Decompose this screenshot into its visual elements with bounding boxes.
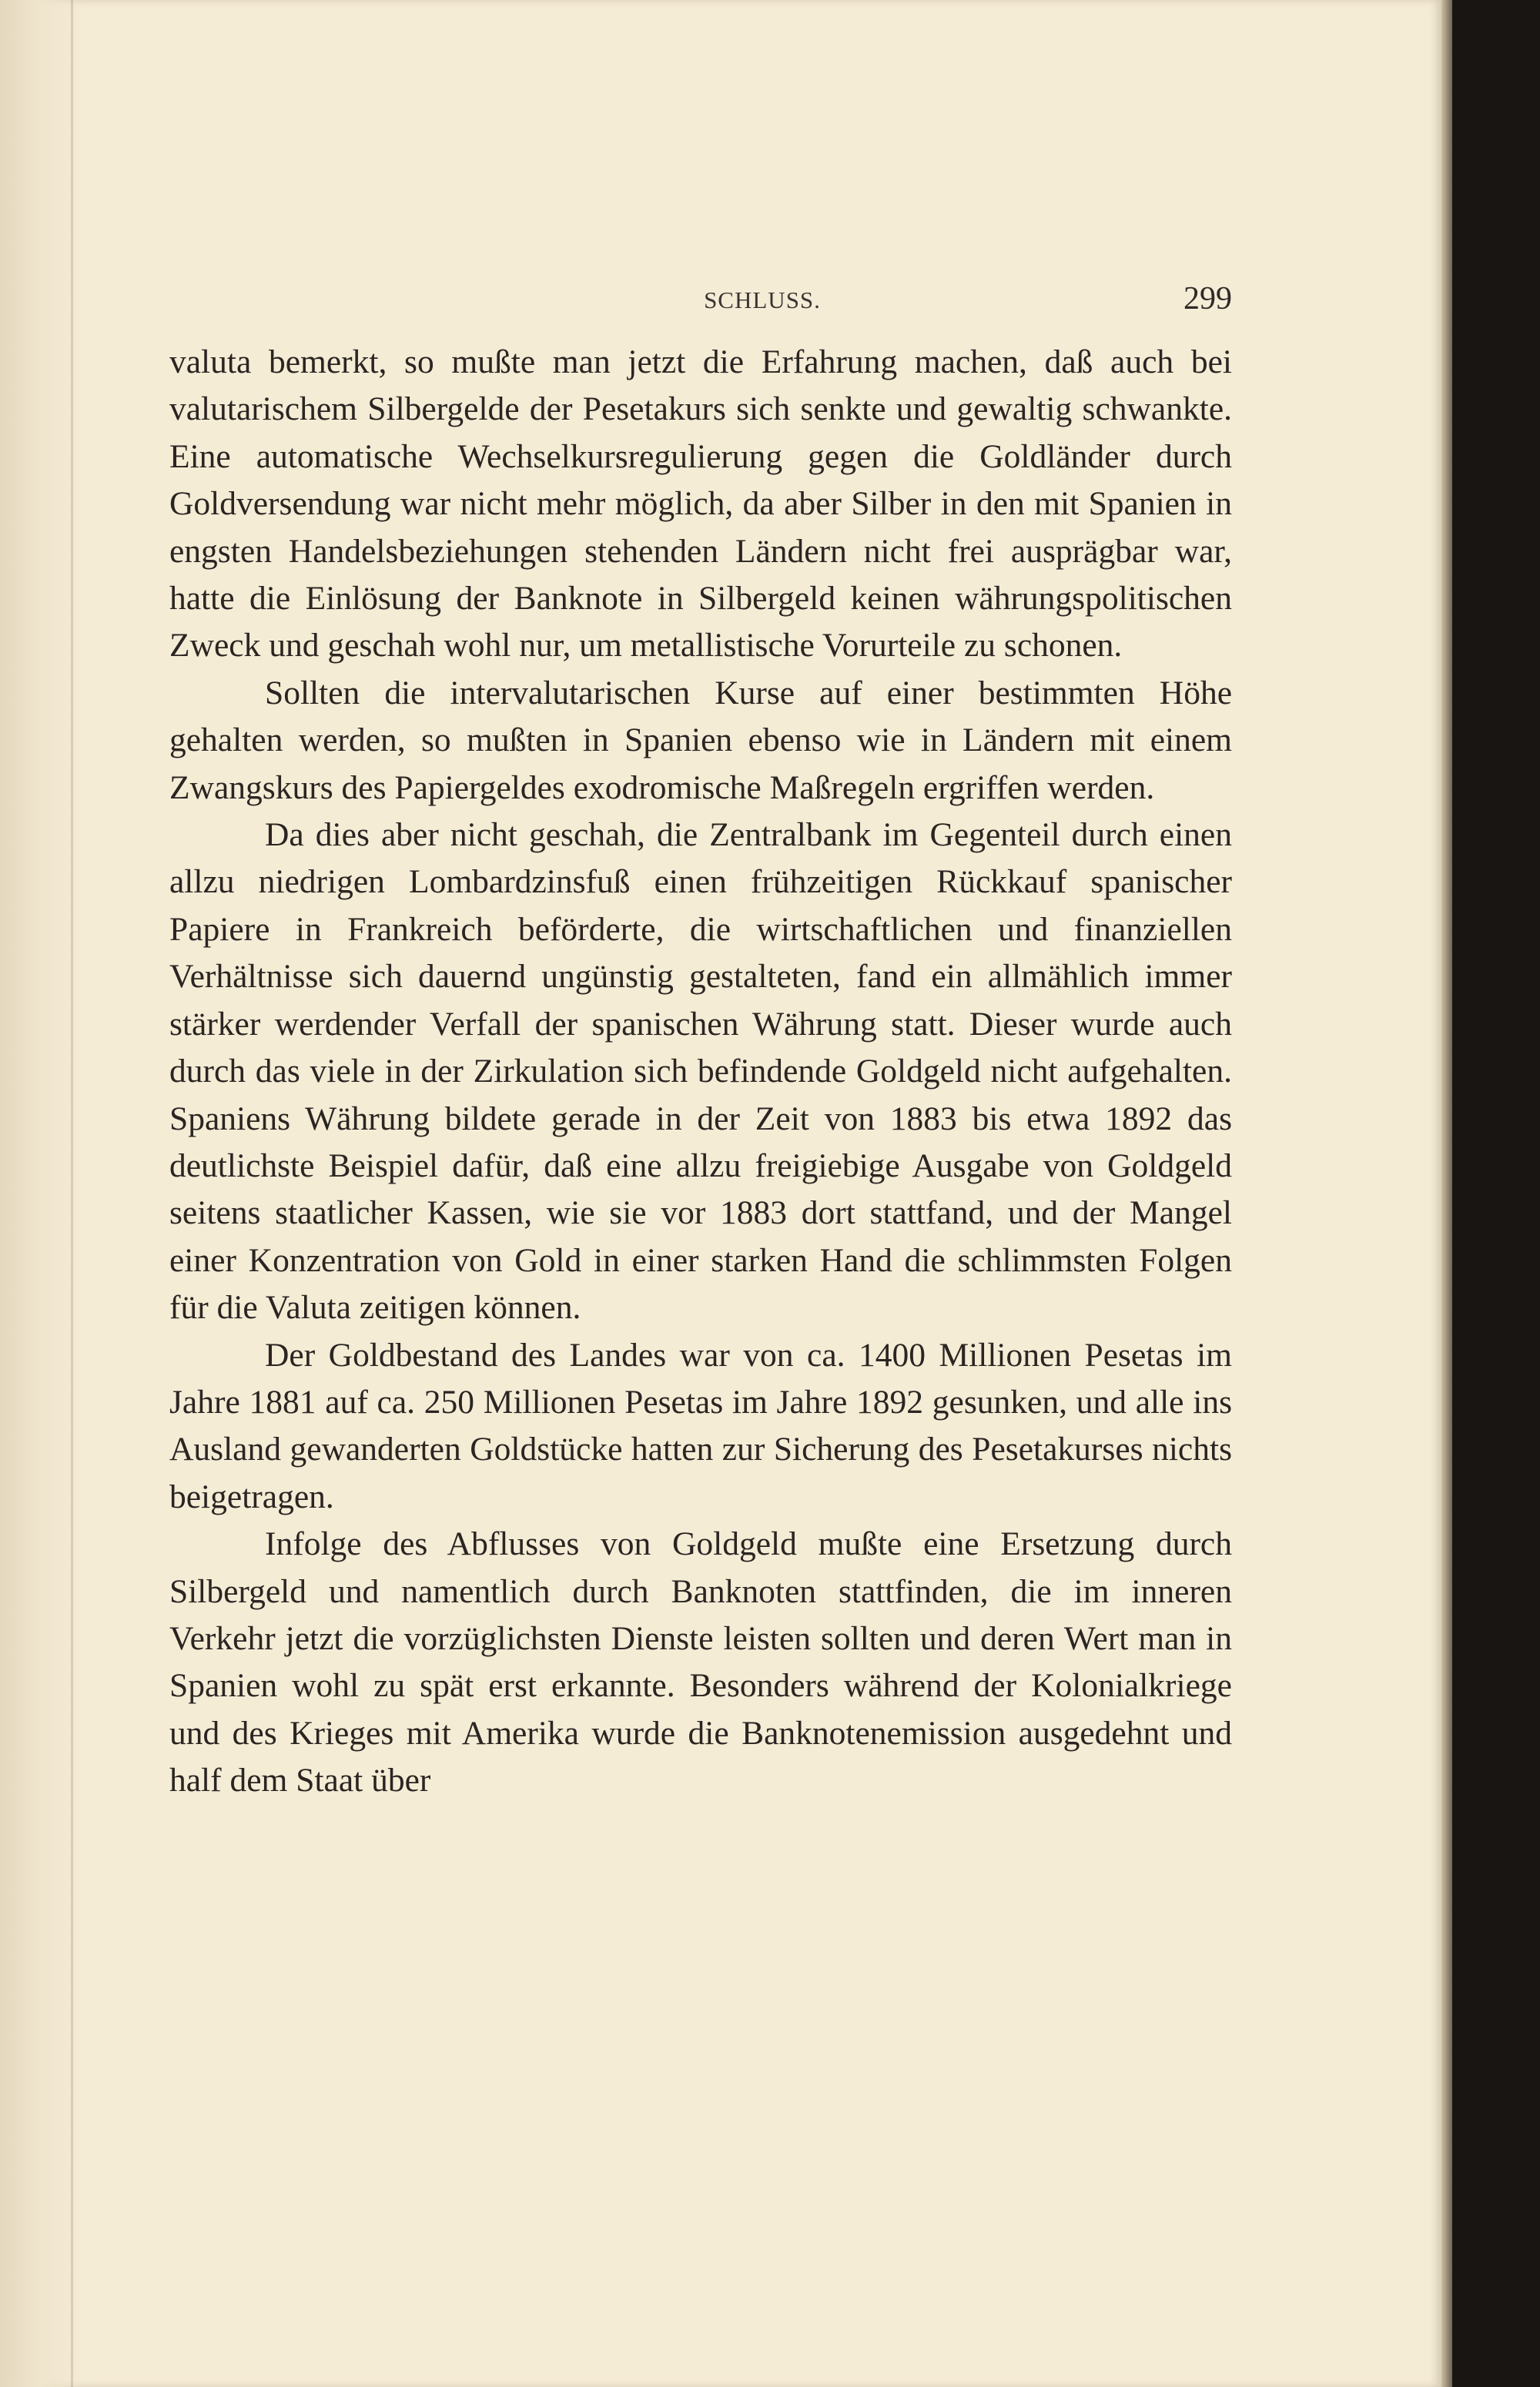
paragraph: Sollten die intervalutarischen Kurse auf einer bestimmten Höhe gehalten werden, so mußten in Spanien ebenso wie in Ländern mit einem Zwangskurs des Papiergeldes exodromische Maßregeln ergriffen werden. [169, 674, 1232, 806]
page-edge [1441, 0, 1452, 2387]
page-fold-line [71, 0, 73, 2387]
paragraph: Infolge des Abflusses von Goldgeld mußte eine Ersetzung durch Silbergeld und namentlich durch Banknoten stattfinden, die im inneren Verkehr jetzt die vorzüglichsten Dienste leisten sollten und deren Wert man in Spanien wohl zu spät erst erkannte. Besonders während der Kolonialkriege und des Krieges mit Amerika wurde die Banknotenemission ausgedehnt und half dem Staat über [169, 1525, 1232, 1799]
paragraph: Der Goldbestand des Landes war von ca. 1400 Millionen Pesetas im Jahre 1881 auf ca. 250 Millionen Pesetas im Jahre 1892 gesunken, und alle ins Ausland gewanderten Goldstücke hatten zur Sicherung des Pesetakurses nichts beigetragen. [169, 1336, 1232, 1515]
paragraph: Da dies aber nicht geschah, die Zentralbank im Gegenteil durch einen allzu niedrigen Lombardzinsfuß einen frühzeitigen Rückkauf spanischer Papiere in Frankreich beförderte, die wirtschaftlichen und finanziellen Verhältnisse sich dauernd ungünstig gestalteten, fand ein allmählich immer stärker werdender Verfall der spanischen Währung statt. Dieser wurde auch durch das viele in der Zirkulation sich befindende Goldgeld nicht aufgehalten. Spaniens Währung bildete gerade in der Zeit von 1883 bis etwa 1892 das deutlichste Beispiel dafür, daß eine allzu freigiebige Ausgabe von Goldgeld seitens staatlicher Kassen, wie sie vor 1883 dort stattfand, und der Mangel einer Konzentration von Gold in einer starken Hand die schlimmsten Folgen für die Valuta zeitigen können. [169, 816, 1232, 1327]
chapter-title: SCHLUSS. [704, 286, 821, 313]
paragraph: valuta bemerkt, so mußte man jetzt die Erfahrung machen, daß auch bei valutarischem Silbergelde der Pesetakurs sich senkte und gewaltig schwankte. Eine automatische Wechselkursregulierung gegen die Goldländer durch Goldversendung war nicht mehr möglich, da aber Silber in den mit Spanien in engsten Handelsbeziehungen stehenden Ländern nicht frei ausprägbar war, hatte die Einlösung der Banknote in Silbergeld keinen währungspolitischen Zweck und geschah wohl nur, um metallistische Vorurteile zu schonen. [169, 343, 1232, 665]
body-text [169, 339, 1232, 1805]
page-number: 299 [1183, 281, 1232, 316]
